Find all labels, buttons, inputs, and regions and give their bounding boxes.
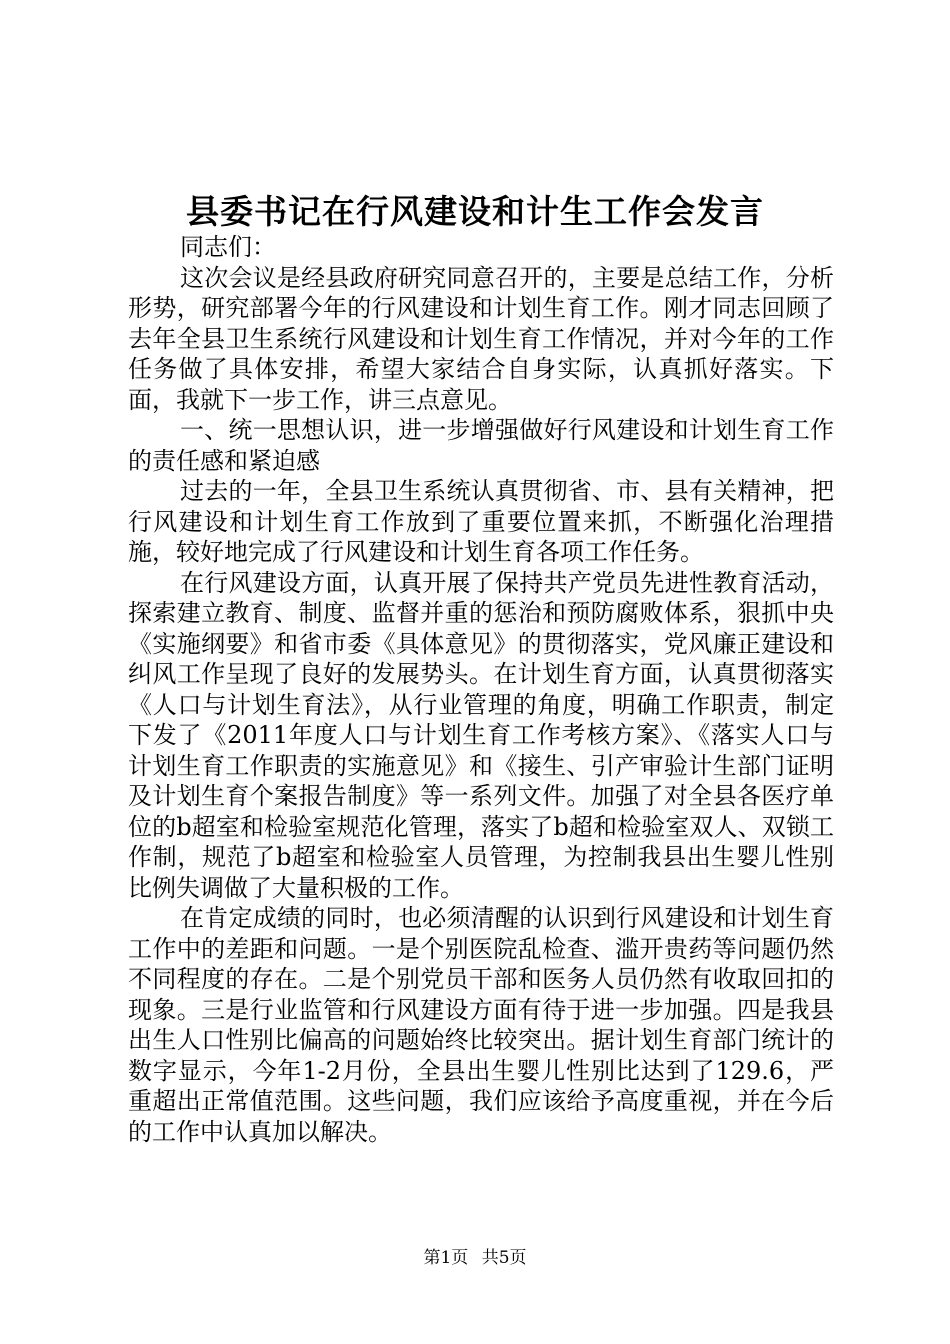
page-number: 第1页	[423, 1248, 469, 1268]
document-body	[128, 232, 834, 1147]
section-heading-1: 一、统一思想认识，进一步增强做好行风建设和计划生育工作的责任感和紧迫感	[128, 416, 834, 475]
paragraph-salutation: 同志们：	[180, 233, 276, 261]
paragraph-intro: 这次会议是经县政府研究同意召开的，主要是总结工作，分析形势，研究部署今年的行风建设和计划生育工作。刚才同志回顾了去年全县卫生系统行风建设和计划生育工作情况，并对今年的工作任务做了具体安排，希望大家结合自身实际，认真抓好落实。下面，我就下一步工作，讲三点意见。	[128, 263, 834, 414]
page-footer	[0, 1243, 950, 1268]
paragraph-past-year: 过去的一年，全县卫生系统认真贯彻省、市、县有关精神，把行风建设和计划生育工作放到了重要位置来抓，不断强化治理措施，较好地完成了行风建设和计划生育各项工作任务。	[128, 477, 834, 566]
paragraph-achievements: 在行风建设方面，认真开展了保持共产党员先进性教育活动，探索建立教育、制度、监督并重的惩治和预防腐败体系，狠抓中央《实施纲要》和省市委《具体意见》的贯彻落实，党风廉正建设和纠风工作呈现了良好的发展势头。在计划生育方面，认真贯彻落实《人口与计划生育法》，从行业管理的角度，明确工作职责，制定下发了《2011年度人口与计划生育工作考核方案》、《落实人口与计划生育工作职责的实施意见》和《接生、引产审验计生部门证明及计划生育个案报告制度》等一系列文件。加强了对全县各医疗单位的b超室和检验室规范化管理，落实了b超和检验室双人、双锁工作制，规范了b超室和检验室人员管理，为控制我县出生婴儿性别比例失调做了大量积极的工作。	[128, 568, 834, 902]
paragraph-problems: 在肯定成绩的同时，也必须清醒的认识到行风建设和计划生育工作中的差距和问题。一是个别医院乱检查、滥开贵药等问题仍然不同程度的存在。二是个别党员干部和医务人员仍然有收取回扣的现象。三是行业监管和行风建设方面有待于进一步加强。四是我县出生人口性别比偏高的问题始终比较突出。据计划生育部门统计的数字显示，今年1-2月份，全县出生婴儿性别比达到了129.6，严重超出正常值范围。这些问题，我们应该给予高度重视，并在今后的工作中认真加以解决。	[128, 904, 834, 1146]
document-title: 县委书记在行风建设和计生工作会发言	[186, 192, 764, 231]
page-total: 共5页	[481, 1248, 527, 1268]
